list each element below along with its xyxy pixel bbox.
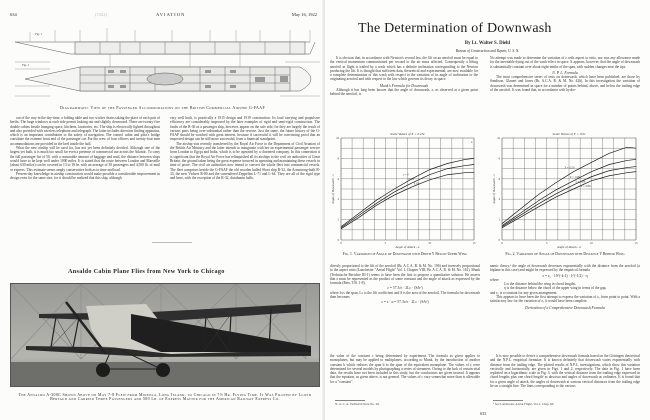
article-title: Ansaldo Cabin Plane Flies from New York to Chicago bbox=[68, 268, 225, 275]
x-tick-label: 0 bbox=[501, 242, 503, 245]
x-tick-label: 5 bbox=[545, 242, 548, 245]
article-title: The Determination of Downwash bbox=[358, 21, 552, 36]
right-column-2 bbox=[490, 56, 640, 126]
right-column-4-continued bbox=[490, 354, 640, 394]
chart-title: Scale Values of X = 0.25c bbox=[390, 132, 425, 136]
figure-1-chart bbox=[329, 130, 479, 252]
y-tick-label: 8 bbox=[337, 157, 339, 161]
section-heading: N. P. L. Formula bbox=[552, 70, 578, 75]
page-number: 635 bbox=[480, 411, 487, 416]
right-column-1 bbox=[330, 56, 478, 126]
faint-mark: (1922) bbox=[95, 12, 107, 17]
y-axis-label: Angle of Downwash - ε bbox=[492, 174, 496, 204]
section-heading: Munk's Formula for Downwash bbox=[379, 83, 429, 88]
where-label: where bbox=[490, 277, 499, 282]
paragraph: The most comprehensive series of tests on downwash, which have been published, are those by Sandison, Glauert and Jones (Br. A.C.A. R. & M. No. 426). In this investigation the variation of downwash was determined in space for a number of points behind, above, and below the trailing edge of the aerofoil. It was found that, in accordance with hydro- bbox=[490, 75, 640, 93]
series-label: X = 1.00c bbox=[569, 176, 581, 180]
formula: ε = 57.3/π · 2Lc · (S/b²) bbox=[387, 286, 423, 291]
x-tick-label: 0 bbox=[340, 242, 342, 245]
x-tick-label: 5 bbox=[384, 242, 387, 245]
y-tick-label: 2 bbox=[498, 218, 500, 222]
paragraph: No attempt was made to determine the variation of ε with aspect to ratio, nor was any allowance made for the inevitable dying out of the wash effect in space. It appears, however, that the angle of downwash is substantially constant over about eight-tenths of the span, with sudden changes near the tips. bbox=[490, 56, 640, 69]
byline: By Lt. Walter S. Diehl bbox=[464, 41, 511, 46]
figure-2-caption: Fig. 2. Variation of Angle of Downwash with Distance Y Behind Wing bbox=[505, 252, 625, 256]
formula: ε = ε₀ · 10^(-k·ξ) · ξ^(-1/2) · η bbox=[542, 273, 588, 278]
photo-caption: The Ansaldo A-300C Shown Above on May 7-8 Flew from Mineola, Long Island, to Chicago in 7½ Hr. Flying Time. It Was Piloted by Lloyd Bertaud and Carried Three Passengers and 500 Lb. of Express Matter for the American Railway Express Co. bbox=[18, 393, 312, 402]
y-tick-label: 0 bbox=[498, 239, 500, 242]
paragraph: The airship was recently transferred by the Royal Air Force to the Department of Civil Aviation of the British Air Ministry and the latter intends to inaugurate with her an experimental passenger service from London to Egypt and India, which is to be operated by a chartered company. In this connection it is significant that the Royal Air Force has relinquished all its airships to the civil air authorities of Great Britain, the ground taken being the great expense incurred in operating and maintaining these vessels in time of peace. The civil air authorities now intend to convert the whole fleet into commercial vessels. The fleet comprises beside the G-FAAF the old wooden hulled Short ship R-32, the Armstrong-built R-33, the new Vickers R-80 and the surrendered Zeppelins L-71 and L-64. They are all of the rigid type and have, with the exception of the R-32, duralumin hulls. bbox=[170, 141, 320, 181]
figure-1-caption: Fig. 1. Variation of Angle of Downwash with Depth Y Below Upper Wing bbox=[342, 252, 468, 256]
y-tick-label: 8 bbox=[498, 157, 500, 161]
series-label: 0.50c bbox=[413, 182, 420, 186]
paragraph: out of the way in the day-time, a folding table and two wicker chairs taking the place of each pair of berths. The large windows at each side permit looking out and slightly downward. There are twenty-five double cabins beside lounging space, kitchens, lavatories, etc. The ship is electrically lighted throughout and also provided with wireless telephone and telegraph. The latter includes direction finding apparatus, which is an important contribution to the safety of navigation. The control cabin and pilot's bridge constitute the extreme front end of the passenger car. For the crew of four officers and twenty-four men accommodations are provided in the keel inside the hull. bbox=[10, 116, 161, 146]
page-number: 634 bbox=[10, 12, 17, 17]
x-tick-label: 15 bbox=[634, 242, 638, 245]
where-item: and ε₀ is a constant for any given arrangement. bbox=[490, 290, 558, 295]
section-divider bbox=[152, 242, 192, 243]
paragraph: the value of the constant c being determined by experiment. The formula as given applies to monoplanes, but may be applied to multiplanes, according to Munk, by the introduction of another constant k which reduces the span b to the span of the equivalent monoplane. The values of ε were determined for several models by photographing a series of streamers. Owing to the lack of certain vital data, the results have not been included in this study, but the conclusions are given instead. It appears that the equation, as given above, is not general. The values of c vary somewhat more than is allowable for a "constant". bbox=[330, 354, 480, 384]
x-tick-label: 15 bbox=[472, 242, 476, 245]
issue-date: May 16, 1922 bbox=[291, 12, 317, 17]
y-tick-label: 10 bbox=[336, 137, 339, 140]
chart-title: Scale Values of Y = 0.0c bbox=[552, 132, 586, 136]
series-label: X = 2.00c bbox=[575, 180, 586, 184]
paragraph: It is obvious that, in accordance with Newton's second law, the lift on an aerofoil must be equal to the vertical momentum communicated per second to the air mass affected. Consequently a lifting aerofoil in flight is trailed by a wash which has a definite inclination corresponding to the Newton producing the lift. It is thought that sufficient data, theoretical and experimental, are now available for a complete determination of this wash with respect to the variation of its angle of inclination to the originating aerofoil and with respect to the law which governs its decay in space. bbox=[330, 56, 478, 82]
diagram-label-fig2: Fig. 2 bbox=[22, 63, 30, 67]
x-tick-label: 10 bbox=[428, 242, 432, 245]
left-column-2 bbox=[170, 116, 320, 226]
biplane-illustration bbox=[11, 284, 320, 387]
airship-diagram bbox=[10, 24, 322, 102]
corner-label: a bbox=[471, 140, 473, 144]
series-label: 0.25c bbox=[408, 178, 415, 182]
journal-title: AVIATION bbox=[156, 12, 186, 17]
y-axis-label: Angle of Downwash - ε bbox=[331, 174, 335, 204]
paragraph: Although it has long been known that the angle of downwash, ε, as observed at a given point behind the aerofoil, is bbox=[330, 88, 478, 97]
right-column-3 bbox=[330, 264, 480, 354]
series-label: X = 0.25c bbox=[564, 166, 575, 170]
paragraph: very well built, is practically a 1915 design and 1919 construction. Its load carrying and propulsive efficiency are considerably improved by the later examples of rigid and semi-rigid construction. The faults of the R-36 as a passenger ship, however, appear on the safe side, for they are largely the result of various parts being over-substantial rather than the reverse. Just the same, the future history of the G-FAAF should be watched with great interest, because if successful it will be convincing proof that an improved design can be still more successful, from a financial standpoint. bbox=[170, 116, 320, 142]
where-item: η is the distance below the chord of the upper wing in terms of the gap, bbox=[504, 286, 607, 291]
x-axis-label: Angle of Attack - α bbox=[557, 245, 581, 249]
where-item: ξ is the distance behind the wing in chord lengths, bbox=[504, 282, 576, 287]
paragraph: Present-day knowledge in airship construction would make possible a considerable improvement in design even for the same size, for it should be realized that this ship, although bbox=[10, 171, 160, 181]
right-column-4 bbox=[490, 264, 640, 354]
paragraph: where b is the span, Lc is the lift coefficient and S is the area of the aerofoil. The formula for downwash then becomes bbox=[330, 290, 480, 300]
y-tick-label: 6 bbox=[337, 177, 339, 181]
section-heading: Derivation of a Comprehensive Downwash Formula bbox=[525, 305, 605, 310]
y-tick-label: 2 bbox=[337, 218, 339, 222]
running-head-left bbox=[10, 12, 317, 20]
formula: ε = ε · α = 57.3c/π · 2Lc · (S/b²) bbox=[381, 300, 429, 305]
paragraph: This appears to have been the first attempt to express the variation of ε₀ from point to point. With a satisfactory law for the variation of ε₀ it would have been complete. bbox=[490, 295, 640, 304]
y-tick-label: 0 bbox=[337, 239, 339, 242]
paragraph: directly proportional to the lift of the aerofoil (Br. A.C.A. R. & M. No. 196) and inversely proportional to the aspect ratio (Lanchester "Aerial Flight" Vol. I, Chapter VIII, Br. A.C.A. R. & M. No. 161). Munk (Technische Berichte III-1) seems to have been the first to propose a quantitative solution. He asserts that ε must be represented as the product of some constant and the angle of attack as expressed by the formula (Rets, T.B. 1-8), bbox=[330, 264, 480, 286]
y-tick-label: 10 bbox=[497, 137, 500, 140]
paragraph: namic theory,¹ the angle of downwash decreases exponentially with the distance from the aerofoil (a biplane in this case) and might be expressed by the empirical formula bbox=[490, 264, 640, 273]
right-column-3-continued bbox=[330, 354, 480, 394]
x-tick-label: 10 bbox=[589, 242, 593, 245]
figure-2-chart bbox=[488, 130, 640, 252]
left-column-1 bbox=[10, 116, 160, 226]
footnote-rule bbox=[493, 400, 523, 401]
series-label: y = 0 bbox=[403, 173, 409, 177]
footnote-rule bbox=[335, 400, 365, 401]
author-affiliation: Bureau of Construction and Repair, U. S. N. bbox=[455, 49, 520, 53]
paragraph: It is now possible to derive a comprehensive downwash formula based on the Göttingen theoretical and the N.P.L. empirical formulae. It is known definitely that downwash varies exponentially with distance from the trailing edge. The plotted results of N.P.L. investigations, which show this variation vertically and horizontally, are given in Figs. 1 and 2, respectively. The data in Fig. 1 have been replotted on a logarithmic scale in Fig. 3, with the vertical distance from the trailing edge expressed in chord lengths plus one chord length² as abscissa and angles of downwash as ordinates. It is found that for a given angle of attack, the angles of downwash at various vertical distances from the trailing edge lie on a straight line. The lines corresponding to the various bbox=[490, 354, 640, 389]
series-label: X = 3.00c bbox=[580, 184, 591, 188]
y-tick-label: 4 bbox=[498, 198, 500, 202]
x-axis-label: Angle of Attack - α bbox=[395, 245, 420, 249]
paragraph: What the new airship will be used for, has not yet been definitely decided. Although one of the largest yet built, it is much too small for even a pretense of commercial use across the Atlantic. To carry the full passenger list of 50, with a reasonable amount of baggage and mail, the distance between ships would have to be kept well under 1000 miles. It is stated that the route between London and Marseille (about 630 miles) can be covered in 13 to 18 hr. with an average of 30 passengers and 4,500 lb. of mail or express. This estimate seems amply conservative both as to time and load. bbox=[10, 146, 160, 172]
right-page bbox=[325, 0, 650, 420]
footnote: N. A. C. A. Technical Note No. 49. bbox=[335, 402, 380, 406]
diagram-label-fig1: Fig. 1 bbox=[35, 32, 43, 36]
airplane-photo bbox=[10, 283, 320, 387]
footnote: ¹ See Lanchester, Aerial Flight, Vol. I, Chap. III. bbox=[493, 402, 555, 406]
y-tick-label: 6 bbox=[498, 177, 500, 181]
diagram-caption: Diagrammatic View of the Passenger Accommodations on the British Commercial Airship G-FAAF bbox=[59, 106, 266, 110]
y-tick-label: 4 bbox=[337, 198, 339, 202]
